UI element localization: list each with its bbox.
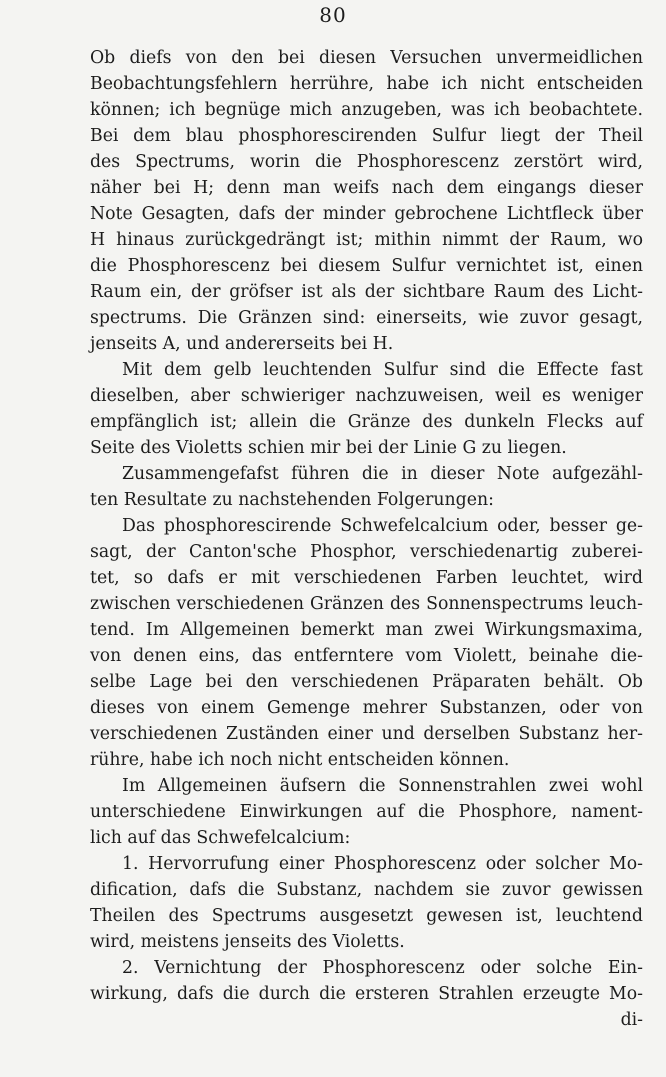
text-line: wird, meistens jenseits des Violetts. [90,932,405,952]
text-line: ten Resultate zu nachstehenden Folgerungen: [90,490,494,510]
text-line: Zusammengefafst führen die in dieser Note aufgezähl- [122,464,643,484]
text-line: dification, dafs die Substanz, nachdem sie zuvor gewissen [90,880,643,900]
text-line: empfänglich ist; allein die Gränze des dunkeln Flecks auf [90,412,643,432]
text-line: zwischen verschiedenen Gränzen des Sonnenspectrums leuch- [90,594,643,614]
text-line: jenseits A, und andererseits bei H. [90,334,394,354]
text-line: Beobachtungsfehlern herrühre, habe ich nicht entscheiden [90,74,643,94]
text-line: verschiedenen Zuständen einer und derselben Substanz her- [90,724,643,744]
text-line: Note Gesagten, dafs der minder gebrochene Lichtfleck über [90,204,643,224]
text-line: tet, so dafs er mit verschiedenen Farben leuchtet, wird [90,568,643,588]
text-line: wirkung, dafs die durch die ersteren Strahlen erzeugte Mo- [90,984,643,1004]
text-line: Theilen des Spectrums ausgesetzt gewesen ist, leuchtend [90,906,643,926]
text-line: Bei dem blau phosphorescirenden Sulfur liegt der Theil [90,126,643,146]
text-line: dieses von einem Gemenge mehrer Substanzen, oder von [90,698,643,718]
text-line: des Spectrums, worin die Phosphorescenz zerstört wird, [90,152,643,172]
text-line: von denen eins, das entferntere vom Violett, beinahe die- [90,646,643,666]
text-line: 1. Hervorrufung einer Phosphorescenz oder solcher Mo- [122,854,643,874]
text-line: Das phosphorescirende Schwefelcalcium oder, besser ge- [122,516,643,536]
text-line: selbe Lage bei den verschiedenen Präparaten behält. Ob [90,672,643,692]
text-line: Mit dem gelb leuchtenden Sulfur sind die Effecte fast [122,360,643,380]
text-line: Im Allgemeinen äufsern die Sonnenstrahlen zwei wohl [122,776,643,796]
text-line: unterschiedene Einwirkungen auf die Phosphore, nament- [90,802,643,822]
text-line: rühre, habe ich noch nicht entscheiden können. [90,750,510,770]
text-line: lich auf das Schwefelcalcium: [90,828,351,848]
text-line: Raum ein, der gröfser ist als der sichtbare Raum des Licht- [90,282,643,302]
text-line: Seite des Violetts schien mir bei der Linie G zu liegen. [90,438,567,458]
text-line: näher bei H; denn man weifs nach dem eingangs dieser [90,178,643,198]
text-line: H hinaus zurückgedrängt ist; mithin nimmt der Raum, wo [90,230,643,250]
text-line: spectrums. Die Gränzen sind: einerseits, wie zuvor gesagt, [90,308,643,328]
text-line: 2. Vernichtung der Phosphorescenz oder solche Ein- [122,958,643,978]
text-line: dieselben, aber schwieriger nachzuweisen, weil es weniger [90,386,643,406]
text-line: sagt, der Canton'sche Phosphor, verschiedenartig zuberei- [90,542,643,562]
page-number: 80 [319,3,347,27]
text-line: di- [620,1010,643,1030]
text-line: Ob diefs von den bei diesen Versuchen unvermeidlichen [90,48,643,68]
text-line: können; ich begnüge mich anzugeben, was ich beobachtete. [90,100,643,120]
text-line: tend. Im Allgemeinen bemerkt man zwei Wirkungsmaxima, [90,620,643,640]
text-line: die Phosphorescenz bei diesem Sulfur vernichtet ist, einen [90,256,643,276]
